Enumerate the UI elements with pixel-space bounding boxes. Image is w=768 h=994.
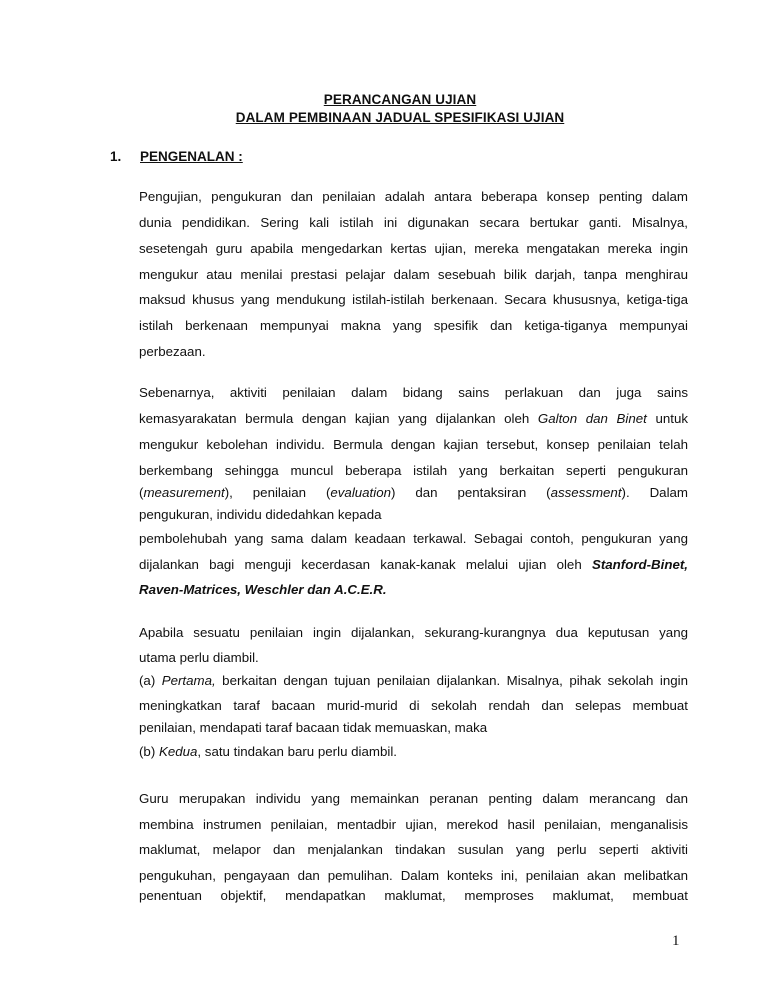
p2-line: Raven-Matrices, Weschler dan A.C.E.R. [139, 582, 387, 597]
p2-line: Sebenarnya, aktiviti penilaian dalam bidang sains perlakuan dan juga sains [139, 385, 688, 400]
section-heading [110, 149, 243, 164]
p2-line: pembolehubah yang sama dalam keadaan terkawal. Sebagai contoh, pengukuran yang [139, 531, 688, 546]
page-number: 1 [672, 933, 680, 949]
p3-line: meningkatkan taraf bacaan murid-murid di sekolah rendah dan selepas membuat [139, 698, 688, 713]
p1-line: dunia pendidikan. Sering kali istilah ini digunakan secara bertukar ganti. Misalnya, [139, 215, 688, 230]
italic-names: Galton dan Binet [537, 411, 647, 426]
section-number: 1. [110, 149, 122, 164]
p1-line: mengukur atau menilai prestasi pelajar dalam sesebuah bilik darjah, tanpa menghirau [139, 267, 688, 282]
p2-line: dijalankan bagi menguji kecerdasan kanak-kanak melalui ujian oleh Stanford-Binet, [139, 557, 688, 572]
p1-line: sesetengah guru apabila mengedarkan kertas ujian, mereka mengatakan mereka ingin [139, 241, 688, 256]
p1-line: istilah berkenaan mempunyai makna yang spesifik dan ketiga-tiganya mempunyai [139, 318, 688, 333]
p3-line: (a) Pertama, berkaitan dengan tujuan penilaian dijalankan. Misalnya, pihak sekolah ingin [139, 673, 688, 688]
p2-line: pengukuran, individu didedahkan kepada [139, 507, 382, 522]
p2-line: (measurement), penilaian (evaluation) dan pentaksiran (assessment). Dalam [139, 485, 689, 500]
p2-line: berkembang sehingga muncul beberapa istilah yang berkaitan seperti pengukuran [139, 463, 688, 478]
p4-line: penentuan objektif, mendapatkan maklumat, memproses maklumat, membuat [139, 888, 688, 903]
p4-line: maklumat, melapor dan menjalankan tindakan susulan yang perlu seperti aktiviti [139, 842, 688, 857]
p1-line: Pengujian, pengukuran dan penilaian adalah antara beberapa konsep penting dalam [139, 189, 688, 204]
document-title: PERANCANGAN UJIAN [323, 92, 477, 107]
section-title: PENGENALAN : [140, 149, 243, 164]
p4-line: pengukuhan, pengayaan dan pemulihan. Dalam konteks ini, penilaian akan melibatkan [139, 868, 688, 883]
p2-line: kemasyarakatan bermula dengan kajian yang dijalankan oleh Galton dan Binet untuk [139, 411, 688, 426]
p4-line: Guru merupakan individu yang memainkan peranan penting dalam merancang dan [139, 791, 688, 806]
p2-line: mengukur kebolehan individu. Bermula dengan kajian tersebut, konsep penilaian telah [139, 437, 688, 452]
document-subtitle: DALAM PEMBINAAN JADUAL SPESIFIKASI UJIAN [235, 110, 565, 125]
p3-line: penilaian, mendapati taraf bacaan tidak memuaskan, maka [139, 720, 488, 735]
p3-line: (b) Kedua, satu tindakan baru perlu diambil. [139, 744, 397, 759]
p3-line: Apabila sesuatu penilaian ingin dijalankan, sekurang-kurangnya dua keputusan yang [139, 625, 688, 640]
p4-line: membina instrumen penilaian, mentadbir ujian, merekod hasil penilaian, menganalisis [139, 817, 688, 832]
p3-line: utama perlu diambil. [139, 650, 259, 665]
p1-line: maksud khusus yang mendukung istilah-istilah berkenaan. Secara khususnya, ketiga-tiga [139, 292, 688, 307]
p1-line: perbezaan. [139, 344, 206, 359]
